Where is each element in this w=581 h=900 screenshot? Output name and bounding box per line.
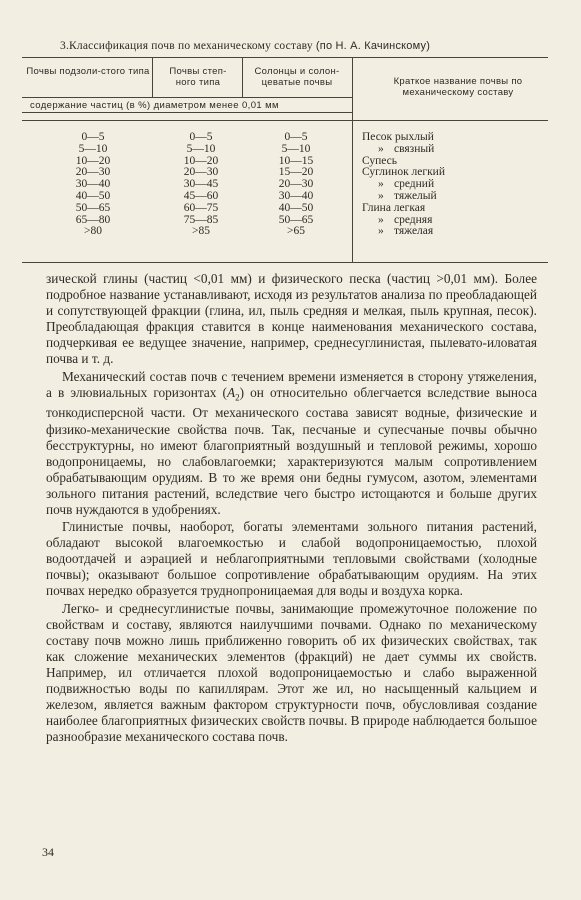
cell-solonets: 0—5 — [284, 131, 308, 143]
table-col-divider — [352, 57, 353, 262]
header-name: Краткое название почвы по механическому составу — [393, 76, 523, 98]
page-number: 34 — [42, 845, 54, 859]
cell-steppe: 30—45 — [183, 178, 219, 191]
table-header-rule — [22, 97, 352, 98]
table-caption — [60, 40, 540, 52]
table-subheader-rule — [22, 112, 352, 113]
column-soil-names — [362, 132, 445, 238]
cell-steppe: 45—60 — [183, 189, 219, 202]
cell-solonets: 30—40 — [278, 189, 314, 202]
cell-steppe: 10—20 — [183, 154, 219, 167]
soil-name — [362, 144, 445, 156]
header-steppe: Почвы степ-ного типа — [169, 66, 227, 88]
paragraph-4: Легко- и среднесуглинистые почвы, занимающие промежуточное положение по свойствам и составу, являются наилучшими почвами. Однако по механическому составу почв можно лишь приближенно говорить об их физических свойствах, так как сложение механических элементов (фракций) не дает суммы их свойств. Например, ил отличается плохой водопроницаемостью и слабо выраженной подвижностью воды по капиллярам. Этот же ил, но насыщенный кальцием и железом, является важным фактором структурности почв, обусловливая создание наиболее благоприятных физических свойств почвы. В природе наблюдается большое разнообразие механического состава почв. — [46, 600, 537, 745]
soil-name-text: связный — [394, 142, 435, 155]
cell-podzol: 10—20 — [75, 154, 111, 167]
soil-name-text: тяжелый — [394, 189, 437, 202]
table-caption-title: 3.Классификация почв по механическому составу — [60, 40, 313, 52]
paragraph-3: Глинистые почвы, наоборот, богаты элементами зольного питания растений, обладают высокой влагоемкостью и слабой водопроницаемостью, плохой водоотдачей и аэрацией и неблагоприятными тепловыми свойствами (холодные почвы); оказывают большое сопротивление обрабатывающим орудиям. На этих почвах нередко образуется труднопроницаемая для воды и воздуха корка. — [46, 519, 537, 599]
table-bottom-rule — [22, 262, 548, 263]
ditto-mark: » — [378, 178, 384, 191]
soil-name: Глина легкая — [362, 201, 426, 214]
cell-podzol: 5—10 — [78, 142, 108, 155]
column-solonets — [262, 132, 330, 238]
cell-solonets: 5—10 — [281, 142, 311, 155]
soil-name — [362, 191, 445, 203]
soil-name-text: средний — [394, 178, 435, 191]
soil-name — [362, 226, 445, 238]
table-body-rule — [22, 120, 548, 121]
cell-solonets: 40—50 — [278, 201, 314, 214]
cell-solonets: 15—20 — [278, 166, 314, 179]
cell-solonets: 20—30 — [278, 178, 314, 191]
paragraph-2-start: Механический состав почв с течением времени изменяется в сторону утяжеления, а в элювиальных горизонтах ( — [46, 368, 537, 400]
cell-podzol: >80 — [84, 225, 102, 238]
table-col-divider — [152, 57, 153, 97]
cell-podzol: 0—5 — [81, 131, 105, 143]
horizon-symbol: A — [226, 384, 236, 400]
cell-solonets: 50—65 — [278, 213, 314, 226]
header-solonets: Солонцы и солон-цеватые почвы — [254, 66, 340, 88]
soil-name: Суглинок легкий — [362, 166, 445, 179]
soil-name: Песок рыхлый — [362, 131, 434, 143]
header-podzol: Почвы подзоли-стого типа — [26, 66, 150, 77]
body-text — [46, 271, 537, 745]
cell-solonets: >65 — [287, 225, 305, 238]
cell-steppe: 5—10 — [186, 142, 216, 155]
cell-podzol: 50—65 — [75, 201, 111, 214]
cell-steppe: 20—30 — [183, 166, 219, 179]
table-subheader: содержание частиц (в %) диаметром менее 0,01 мм — [30, 100, 279, 111]
paragraph-1: зической глины (частиц <0,01 мм) и физического песка (частиц >0,01 мм). Более подробное название устанавливают, исходя из результатов анализа по преобладающей и сопутствующей фракции (глина, ил, пыль средняя и мелкая, пыль крупная, песок). Преобладающая фракция ставится в конце наименования механического состава, подчеркивая ее ведущее значение, например, среднесуглинистая, пылевато-иловатая почва и т. д. — [46, 271, 537, 367]
paragraph-2-end: ) он относительно облегчается вследствие выноса тонкодисперсной части. От механического состава зависят водные, физические и физико-механические свойства почв. Так, песчаные и супесчаные почвы обычно бесструктурны, но имеют благоприятный воздушный и тепловой режимы, хорошо водопроницаемы, но слабовлагоемки; характеризуются малым сопротивлением обрабатывающим орудиям. В то же время они бедны гумусом, азотом, элементами зольного питания растений, вследствие чего быстро истощаются и больше других почв нуждаются в удобрениях. — [46, 384, 537, 517]
cell-steppe: 75—85 — [183, 213, 219, 226]
horizon-index: 2 — [235, 392, 240, 403]
column-steppe — [170, 132, 232, 238]
soil-name-text: тяжелая — [394, 225, 434, 238]
cell-podzol: 30—40 — [75, 178, 111, 191]
ditto-mark: » — [378, 225, 384, 238]
table-caption-source: (по Н. А. Качинскому) — [315, 40, 431, 52]
cell-steppe: >85 — [192, 225, 210, 238]
cell-solonets: 10—15 — [278, 154, 314, 167]
column-podzol — [56, 132, 130, 238]
ditto-mark: » — [378, 189, 384, 202]
table-top-rule — [22, 57, 548, 58]
cell-podzol: 40—50 — [75, 189, 111, 202]
cell-podzol: 65—80 — [75, 213, 111, 226]
soil-name: Супесь — [362, 154, 398, 167]
paragraph-2 — [46, 369, 537, 519]
cell-podzol: 20—30 — [75, 166, 111, 179]
ditto-mark: » — [378, 213, 384, 226]
cell-steppe: 60—75 — [183, 201, 219, 214]
ditto-mark: » — [378, 142, 384, 155]
cell-steppe: 0—5 — [189, 131, 213, 143]
table-col-divider — [242, 57, 243, 97]
soil-name-text: средняя — [394, 213, 433, 226]
